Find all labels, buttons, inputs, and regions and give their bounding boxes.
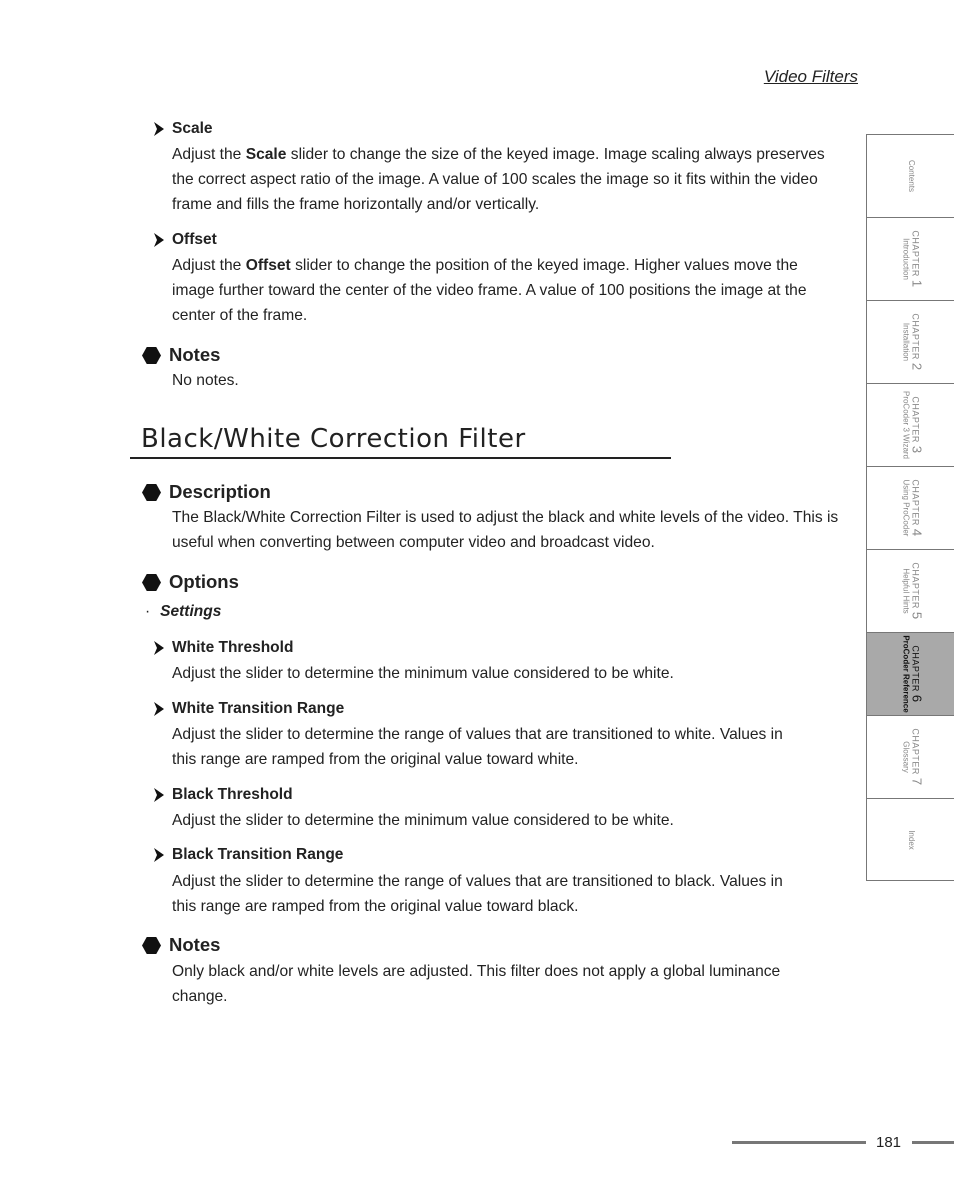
side-tab-name: Index: [906, 829, 916, 850]
offset-bold-term: Offset: [245, 257, 291, 274]
offset-heading-label: Offset: [172, 231, 217, 248]
side-tab-chapter: CHAPTER 4: [909, 479, 924, 537]
notes-text: No notes.: [172, 372, 239, 389]
footer-rule-left: [732, 1141, 866, 1144]
chevron-right-icon: [152, 233, 166, 247]
side-tab-chapter: CHAPTER 7: [909, 728, 924, 786]
black-transition-text: Adjust the slider to determine the range of values that are transitioned to black. Values in this range are ramped from the original value toward black.: [172, 873, 783, 915]
side-tab-chapter: CHAPTER 2: [909, 313, 924, 371]
scale-paragraph: Adjust the Scale slider to change the size of the keyed image. Image scaling always preserves the correct aspect ratio of the image. A value of 100 scales the image so it fits within the video frame and fills the frame horizontally and/or vertically.: [172, 146, 825, 213]
section-link-video-filters[interactable]: Video Filters: [763, 67, 858, 86]
offset-heading: [152, 231, 217, 249]
description-text: The Black/White Correction Filter is used to adjust the black and white levels of the video. This is useful when converting between computer video and broadcast video.: [172, 509, 839, 551]
chevron-right-icon: [152, 641, 166, 655]
footer-rule-right: [912, 1141, 954, 1144]
white-transition-text: Adjust the slider to determine the range of values that are transitioned to white. Values in this range are ramped from the original value toward white.: [172, 726, 783, 768]
side-tab-chapter: CHAPTER 3: [909, 396, 924, 454]
side-tab-index[interactable]: [866, 798, 954, 881]
scale-heading-label: Scale: [172, 120, 213, 137]
side-tab-label: [900, 635, 924, 713]
notes-heading: Notes: [142, 344, 220, 366]
white-threshold-heading: White Threshold: [152, 639, 293, 657]
side-tab-label: [900, 390, 924, 460]
side-tab-name: Glossary: [901, 741, 910, 773]
side-tab-chapter: CHAPTER 1: [909, 230, 924, 288]
page-number: 181: [876, 1134, 902, 1151]
notes-heading-2: Notes: [142, 934, 220, 956]
side-tab-name: Using ProCoder: [901, 479, 910, 537]
side-tab-name: Contents: [906, 159, 916, 193]
scale-heading: [152, 120, 213, 138]
notes-text-2: Only black and/or white levels are adjusted. This filter does not apply a global luminance change.: [172, 963, 781, 1005]
side-tab-label: [900, 562, 924, 620]
side-tab-chapter: CHAPTER 5: [909, 562, 924, 620]
hexagon-bullet-icon: [142, 936, 161, 955]
chevron-right-icon: [152, 788, 166, 802]
side-tab-label: [906, 830, 916, 850]
options-heading: Options: [142, 571, 239, 593]
side-tab-name: Introduction: [901, 238, 910, 280]
side-tab-introduction[interactable]: [866, 217, 954, 300]
bullet-dot: ·: [145, 603, 151, 620]
side-tab-helpful-hints[interactable]: [866, 549, 954, 632]
side-tab-name: ProCoder Reference: [901, 635, 910, 713]
side-tab-label: [900, 728, 924, 786]
hexagon-bullet-icon: [142, 573, 161, 592]
side-tab-glossary[interactable]: [866, 715, 954, 798]
side-tab-procoder-3-wizard[interactable]: [866, 383, 954, 466]
scale-bold-term: Scale: [245, 146, 287, 163]
black-transition-heading: Black Transition Range: [152, 846, 343, 864]
chevron-right-icon: [152, 122, 166, 136]
side-tab-label: [900, 313, 924, 371]
black-threshold-text: Adjust the slider to determine the minimum value considered to be white.: [172, 812, 674, 829]
side-tab-label: [906, 160, 916, 192]
offset-paragraph: Adjust the Offset slider to change the position of the keyed image. Higher values move the image further toward the center of the video frame. A value of 100 positions the image at the center of the frame.: [172, 257, 807, 324]
title-underline: [130, 457, 671, 459]
side-tab-chapter: CHAPTER 6: [909, 645, 924, 703]
side-tab-using-procoder[interactable]: [866, 466, 954, 549]
side-tab-contents[interactable]: [866, 134, 954, 217]
hexagon-bullet-icon: [142, 346, 161, 365]
settings-subheading: · Settings: [145, 603, 222, 620]
hexagon-bullet-icon: [142, 483, 161, 502]
side-tab-procoder-reference[interactable]: [866, 632, 954, 715]
section-title: Black/White Correction Filter: [141, 424, 526, 454]
side-tab-name: Helpful Hints: [901, 568, 910, 614]
description-heading: Description: [142, 481, 271, 503]
side-tab-name: Installation: [901, 322, 910, 362]
side-tab-label: [900, 479, 924, 537]
chapter-side-tabs: [866, 134, 954, 881]
chevron-right-icon: [152, 848, 166, 862]
black-threshold-heading: Black Threshold: [152, 786, 293, 804]
side-tab-name: ProCoder 3 Wizard: [901, 390, 910, 460]
side-tab-label: [900, 230, 924, 288]
side-tab-installation[interactable]: [866, 300, 954, 383]
white-transition-heading: White Transition Range: [152, 700, 344, 718]
chevron-right-icon: [152, 702, 166, 716]
white-threshold-text: Adjust the slider to determine the minimum value considered to be white.: [172, 665, 674, 682]
